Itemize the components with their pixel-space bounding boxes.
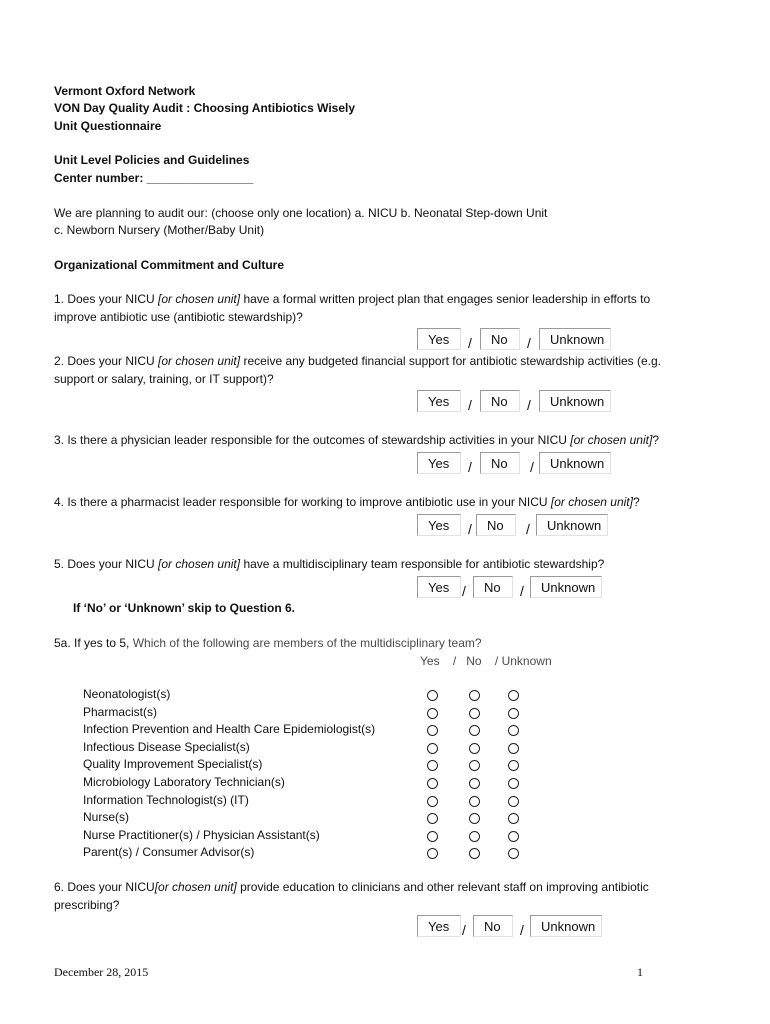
member-no-radio[interactable] xyxy=(469,778,480,789)
q1-no-box[interactable]: No xyxy=(480,328,520,350)
member-label: Infectious Disease Specialist(s) xyxy=(83,739,250,754)
question-1: 1. Does your NICU [or chosen unit] have a formal written project plan that engages senior leadership in efforts to xyxy=(54,292,651,306)
member-label: Nurse(s) xyxy=(83,810,130,825)
member-unknown-radio[interactable] xyxy=(508,796,519,807)
member-label: Information Technologist(s) (IT) xyxy=(83,792,249,807)
member-label: Pharmacist(s) xyxy=(83,704,158,719)
q1-slash-1: / xyxy=(468,335,472,351)
question-5: 5. Does your NICU [or chosen unit] have a multidisciplinary team responsible for antibiotic stewardship? xyxy=(54,557,605,571)
member-label: Nurse Practitioner(s) / Physician Assistant(s) xyxy=(83,827,320,842)
member-unknown-radio[interactable] xyxy=(508,848,519,859)
q6-yes-box[interactable]: Yes xyxy=(417,915,461,937)
q4-yes-box[interactable]: Yes xyxy=(417,514,461,536)
member-columns-header: Yes / No / Unknown xyxy=(420,654,552,668)
member-unknown-radio[interactable] xyxy=(508,743,519,754)
question-6: 6. Does your NICU[or chosen unit] provide education to clinicians and other relevant staff on improving antibiotic xyxy=(54,880,649,894)
member-unknown-radio[interactable] xyxy=(508,708,519,719)
question-6-line-2: prescribing? xyxy=(54,898,120,912)
member-yes-radio[interactable] xyxy=(427,690,438,701)
member-unknown-radio[interactable] xyxy=(508,690,519,701)
q4-slash-1: / xyxy=(468,521,472,537)
q3-no-box[interactable]: No xyxy=(480,452,520,474)
q3-slash-1: / xyxy=(468,459,472,475)
q3-yes-box[interactable]: Yes xyxy=(417,452,461,474)
center-number: Center number: ________________ xyxy=(54,171,254,185)
q5-slash-1: / xyxy=(462,583,466,599)
member-yes-radio[interactable] xyxy=(427,848,438,859)
question-3: 3. Is there a physician leader responsible for the outcomes of stewardship activities in your NICU [or chosen unit]? xyxy=(54,433,659,447)
footer-date: December 28, 2015 xyxy=(54,965,149,979)
q6-no-box[interactable]: No xyxy=(473,915,513,937)
q5-unknown-box[interactable]: Unknown xyxy=(530,576,602,598)
location-line-2: c. Newborn Nursery (Mother/Baby Unit) xyxy=(54,223,265,237)
member-yes-radio[interactable] xyxy=(427,725,438,736)
q5-no-box[interactable]: No xyxy=(473,576,513,598)
member-yes-radio[interactable] xyxy=(427,831,438,842)
q3-unknown-box[interactable]: Unknown xyxy=(539,452,611,474)
member-no-radio[interactable] xyxy=(469,708,480,719)
question-5a: 5a. If yes to 5, Which of the following are members of the multidisciplinary team? xyxy=(54,636,482,650)
member-unknown-radio[interactable] xyxy=(508,831,519,842)
member-yes-radio[interactable] xyxy=(427,708,438,719)
member-label: Parent(s) / Consumer Advisor(s) xyxy=(83,845,255,860)
q4-no-box[interactable]: No xyxy=(476,514,516,536)
q5-slash-2: / xyxy=(520,583,524,599)
question-2: 2. Does your NICU [or chosen unit] receive any budgeted financial support for antibiotic stewardship activities (e.g. xyxy=(54,354,662,368)
q1-slash-2: / xyxy=(527,335,531,351)
q2-slash-2: / xyxy=(527,397,531,413)
q4-slash-2: / xyxy=(526,521,530,537)
location-line-1: We are planning to audit our: (choose only one location) a. NICU b. Neonatal Step-down Unit xyxy=(54,206,548,220)
q2-no-box[interactable]: No xyxy=(480,390,520,412)
question-2-line-2: support or salary, training, or IT support)? xyxy=(54,372,274,386)
org-heading: Organizational Commitment and Culture xyxy=(54,258,285,272)
page-number: 1 xyxy=(637,965,643,979)
member-unknown-radio[interactable] xyxy=(508,725,519,736)
member-yes-radio[interactable] xyxy=(427,743,438,754)
member-yes-radio[interactable] xyxy=(427,813,438,824)
q2-yes-box[interactable]: Yes xyxy=(417,390,461,412)
section-title: Unit Level Policies and Guidelines xyxy=(54,153,250,167)
member-no-radio[interactable] xyxy=(469,848,480,859)
audit-title: VON Day Quality Audit : Choosing Antibiotics Wisely xyxy=(54,101,356,115)
member-label: Neonatologist(s) xyxy=(83,687,171,701)
q2-unknown-box[interactable]: Unknown xyxy=(539,390,611,412)
q1-yes-box[interactable]: Yes xyxy=(417,328,461,350)
member-no-radio[interactable] xyxy=(469,725,480,736)
member-unknown-radio[interactable] xyxy=(508,778,519,789)
questionnaire-title: Unit Questionnaire xyxy=(54,119,162,133)
member-no-radio[interactable] xyxy=(469,796,480,807)
q6-slash-1: / xyxy=(462,922,466,938)
q6-slash-2: / xyxy=(520,922,524,938)
question-1-line-2: improve antibiotic use (antibiotic stewardship)? xyxy=(54,310,303,324)
q6-unknown-box[interactable]: Unknown xyxy=(530,915,602,937)
member-yes-radio[interactable] xyxy=(427,796,438,807)
skip-instruction: If ‘No’ or ‘Unknown’ skip to Question 6. xyxy=(73,601,296,615)
q1-unknown-box[interactable]: Unknown xyxy=(539,328,611,350)
member-no-radio[interactable] xyxy=(469,760,480,771)
member-yes-radio[interactable] xyxy=(427,778,438,789)
member-no-radio[interactable] xyxy=(469,743,480,754)
member-no-radio[interactable] xyxy=(469,831,480,842)
member-label: Infection Prevention and Health Care Epidemiologist(s) xyxy=(83,722,376,737)
member-unknown-radio[interactable] xyxy=(508,760,519,771)
member-label: Microbiology Laboratory Technician(s) xyxy=(83,775,285,789)
q5-yes-box[interactable]: Yes xyxy=(417,576,461,598)
member-unknown-radio[interactable] xyxy=(508,813,519,824)
org-title: Vermont Oxford Network xyxy=(54,84,196,98)
member-no-radio[interactable] xyxy=(469,690,480,701)
member-label: Quality Improvement Specialist(s) xyxy=(83,757,263,772)
q2-slash-1: / xyxy=(468,397,472,413)
member-no-radio[interactable] xyxy=(469,813,480,824)
member-yes-radio[interactable] xyxy=(427,760,438,771)
question-4: 4. Is there a pharmacist leader responsible for working to improve antibiotic use in your NICU [or chosen unit]? xyxy=(54,495,640,509)
q4-unknown-box[interactable]: Unknown xyxy=(536,514,608,536)
q3-slash-2: / xyxy=(530,459,534,475)
